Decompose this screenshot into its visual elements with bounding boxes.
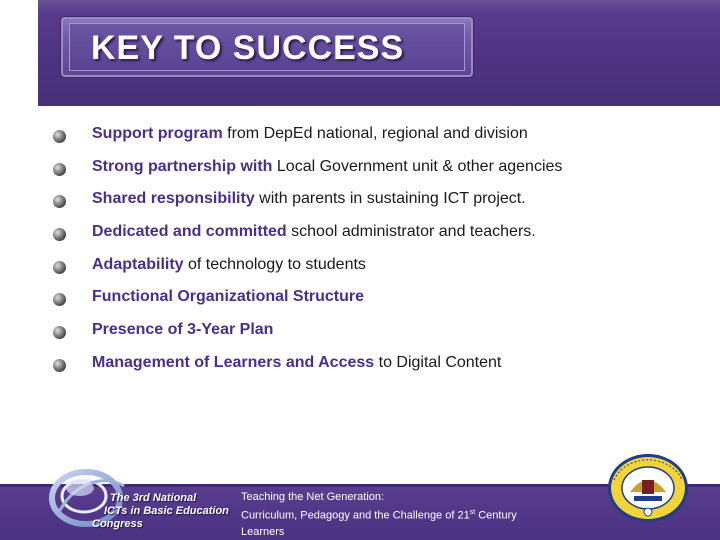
bullet-text: of technology to students (183, 255, 366, 273)
bullet-emphasis: Shared responsibility (92, 190, 255, 208)
bullet-text: Local Government unit & other agencies (272, 157, 563, 175)
list-item (52, 154, 712, 187)
sphere-bullet-icon (52, 194, 67, 209)
sphere-bullet-icon (52, 129, 67, 144)
sphere-bullet-icon (52, 260, 67, 275)
bullet-emphasis: Presence of 3-Year Plan (92, 321, 274, 339)
bullet-emphasis: Support program (92, 125, 223, 142)
bullet-text: school administrator and teachers. (286, 223, 536, 241)
caption-line-1: Teaching the Net Generation: (241, 491, 385, 503)
bullet-emphasis: Adaptability (92, 255, 184, 273)
congress-logo (44, 452, 244, 540)
bullet-text: with parents in sustaining ICT project. (254, 190, 526, 208)
logo-line-3: Congress (92, 518, 143, 530)
list-item (52, 121, 712, 154)
caption-line-2: Curriculum, Pedagogy and the Challenge of 21st Century (241, 509, 517, 522)
sphere-bullet-icon (52, 358, 67, 373)
sphere-bullet-icon (52, 325, 67, 340)
list-item (52, 317, 712, 350)
bullet-emphasis: Dedicated and committed (92, 223, 287, 241)
caption-line-3 (241, 524, 571, 530)
school-seal-icon (604, 452, 692, 524)
sphere-bullet-icon (52, 162, 67, 177)
slide-title: KEY TO SUCCESS (91, 29, 405, 67)
logo-line-1: The 3rd National (110, 492, 197, 504)
bullet-emphasis: Management of Learners and Access (92, 353, 375, 371)
list-item (52, 186, 712, 219)
sphere-bullet-icon (52, 227, 67, 242)
list-item (52, 284, 712, 317)
footer-caption (241, 489, 571, 530)
bullet-list (52, 121, 712, 383)
bullet-emphasis: Functional Organizational Structure (92, 288, 365, 306)
list-item (52, 252, 712, 285)
list-item (52, 219, 712, 252)
header-shine (38, 0, 720, 14)
logo-line-2: ICTs in Basic Education (104, 505, 229, 517)
bullet-text: to Digital Content (374, 353, 502, 371)
sphere-bullet-icon (52, 292, 67, 307)
list-item (52, 350, 712, 383)
bullet-emphasis: Strong partnership with (92, 157, 273, 175)
title-plate (61, 17, 473, 77)
bullet-text: from DepEd national, regional and division (222, 125, 528, 142)
